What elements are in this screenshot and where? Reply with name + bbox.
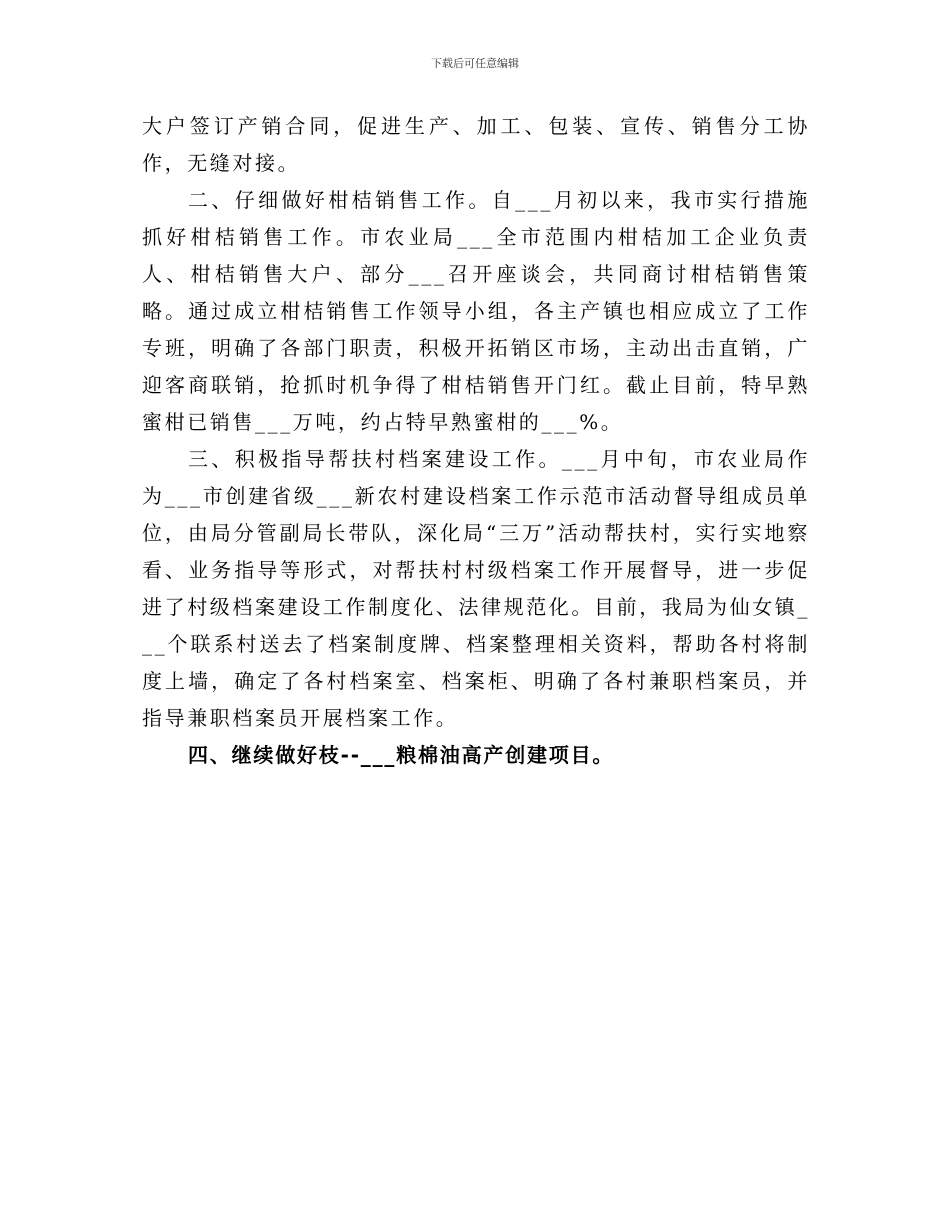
paragraph-section-2: 二、仔细做好柑桔销售工作。自___月初以来，我市实行措施抓好柑桔销售工作。市农业局___全市范围内柑桔加工企业负责人、柑桔销售大户、部分___召开座谈会，共同商讨柑桔销售策略。通过成立柑桔销售工作领导小组，各主产镇也相应成立了工作专班，明确了各部门职责，积极开拓销区市场，主动出击直销，广迎客商联销，抢抓时机争得了柑桔销售开门红。截止目前，特早熟蜜柑已销售___万吨，约占特早熟蜜柑的___%。	[142, 188, 810, 434]
paragraph-continuation: 大户签订产销合同，促进生产、加工、包装、宣传、销售分工协作，无缝对接。	[142, 114, 810, 175]
document-body	[142, 108, 810, 774]
paragraph-section-3: 三、积极指导帮扶村档案建设工作。___月中旬，市农业局作为___市创建省级___新农村建设档案工作示范市活动督导组成员单位，由局分管副局长带队，深化局“三万”活动帮扶村，实行实地察看、业务指导等形式，对帮扶村村级档案工作开展督导，进一步促进了村级档案建设工作制度化、法律规范化。目前，我局为仙女镇___个联系村送去了档案制度牌、档案整理相关资料，帮助各村将制度上墙，确定了各村档案室、档案柜、明确了各村兼职档案员，并指导兼职档案员开展档案工作。	[142, 447, 810, 730]
page-header: 下载后可任意编辑	[431, 57, 519, 70]
section-heading-4: 四、继续做好枝--___粮棉油高产创建项目。	[188, 743, 615, 767]
